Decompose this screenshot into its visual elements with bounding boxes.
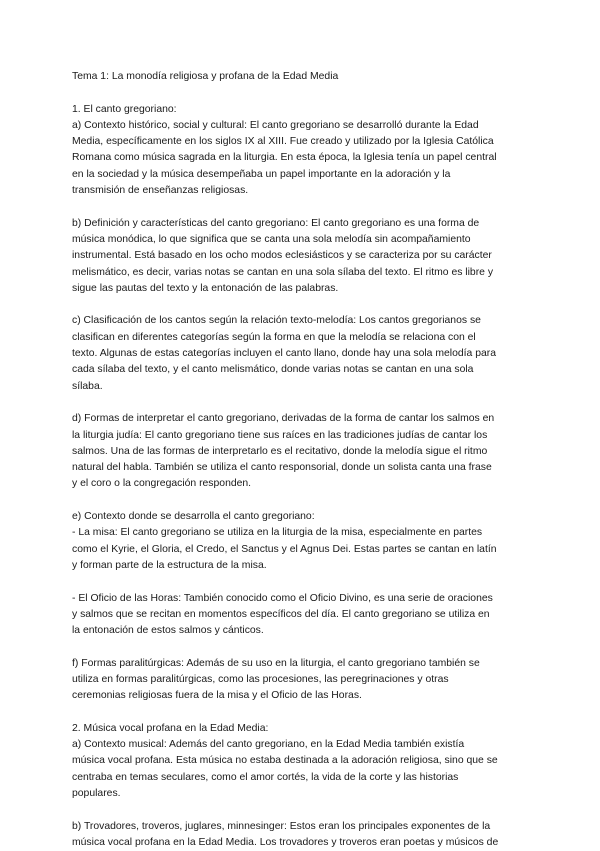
text-line: c) Clasificación de los cantos según la relación texto-melodía: Los cantos gregorianos se xyxy=(72,315,481,327)
text-line: como el Kyrie, el Gloria, el Credo, el Sanctus y el Agnus Dei. Estas partes se cantan en latín xyxy=(72,543,497,555)
text-line: música vocal profana. Esta música no estaba destinada a la adoración religiosa, sino que se xyxy=(72,755,498,767)
paragraph-gap xyxy=(72,297,530,313)
text-line: clasifican en diferentes categorías según la forma en que la melodía se relaciona con el xyxy=(72,331,476,343)
text-line: música monódica, lo que significa que se canta una sola melodía sin acompañamiento xyxy=(72,233,471,245)
document-title: Tema 1: La monodía religiosa y profana de la Edad Media xyxy=(72,71,339,82)
text-line: instrumental. Está basado en los ocho modos eclesiásticos y se caracteriza por su carácter xyxy=(72,250,492,262)
text-line: - La misa: El canto gregoriano se utiliza en la liturgia de la misa, especialmente en partes xyxy=(72,527,483,539)
text-line: centraba en temas seculares, como el amor cortés, la vida de la corte y las historias xyxy=(72,771,459,783)
text-line: Romana como música sagrada en la liturgia. En esta época, la Iglesia tenía un papel central xyxy=(72,152,497,164)
text-line: cada sílaba del texto, y el canto melismático, donde varias notas se cantan en una sola xyxy=(72,364,474,376)
text-line: melismático, es decir, varias notas se cantan en una sola sílaba del texto. El ritmo es libre y xyxy=(72,266,494,278)
text-line: la liturgia judía: El canto gregoriano tiene sus raíces en las tradiciones judías de cantar los xyxy=(72,429,488,441)
paragraph-gap xyxy=(72,85,530,101)
paragraph-gap xyxy=(72,705,530,721)
text-line: 1. El canto gregoriano: xyxy=(72,103,177,115)
text-line: f) Formas paralitúrgicas: Además de su uso en la liturgia, el canto gregoriano también se xyxy=(72,657,480,669)
text-line: ceremonias religiosas fuera de la misa y el Oficio de las Horas. xyxy=(72,690,362,702)
text-line: b) Definición y características del canto gregoriano: El canto gregoriano es una forma de xyxy=(72,217,480,229)
text-line: a) Contexto musical: Además del canto gregoriano, en la Edad Media también existía xyxy=(72,739,465,751)
text-line: Media, específicamente en los siglos IX al XIII. Fue creado y utilizado por la Iglesia Católica xyxy=(72,136,494,148)
text-line: la entonación de estos salmos y cánticos. xyxy=(72,625,264,637)
text-line: música vocal profana en la Edad Media. Los trovadores y troveros eran poetas y músicos de xyxy=(72,836,499,848)
text-line: natural del habla. También se utiliza el canto responsorial, donde un solista canta una frase xyxy=(72,462,492,474)
text-line: e) Contexto donde se desarrolla el canto gregoriano: xyxy=(72,511,315,523)
text-line: - El Oficio de las Horas: También conocido como el Oficio Divino, es una serie de oraciones xyxy=(72,592,493,604)
text-line: d) Formas de interpretar el canto gregoriano, derivadas de la forma de cantar los salmos en xyxy=(72,413,495,425)
paragraph-gap xyxy=(72,574,530,590)
text-line: y salmos que se recitan en momentos específicos del día. El canto gregoriano se utiliza en xyxy=(72,608,490,620)
text-line: sílaba. xyxy=(72,380,103,392)
paragraph-gap xyxy=(72,802,530,818)
text-line: y el coro o la congregación responden. xyxy=(72,478,252,490)
paragraph-gap xyxy=(72,493,530,509)
text-line: b) Trovadores, troveros, juglares, minnesinger: Estos eran los principales exponentes de la xyxy=(72,820,491,832)
text-line: texto. Algunas de estas categorías incluyen el canto llano, donde hay una sola melodía para xyxy=(72,348,496,360)
text-line: sigue las pautas del texto y la entonación de las palabras. xyxy=(72,282,339,294)
text-line: y forman parte de la estructura de la misa. xyxy=(72,559,267,571)
paragraph-gap xyxy=(72,395,530,411)
text-line: populares. xyxy=(72,788,121,800)
text-line: utiliza en formas paralitúrgicas, como las procesiones, las peregrinaciones y otras xyxy=(72,673,449,685)
paragraph-gap xyxy=(72,199,530,215)
text-line: 2. Música vocal profana en la Edad Media: xyxy=(72,722,269,734)
text-line: transmisión de enseñanzas religiosas. xyxy=(72,185,249,197)
paragraph-gap xyxy=(72,639,530,655)
text-line: en la sociedad y la música desempeñaba un papel importante en la adoración y la xyxy=(72,168,451,180)
text-line: salmos. Una de las formas de interpretarlo es el recitativo, donde la melodía sigue el ritmo xyxy=(72,445,488,457)
text-line: a) Contexto histórico, social y cultural: El canto gregoriano se desarrolló durante la Edad xyxy=(72,119,479,131)
